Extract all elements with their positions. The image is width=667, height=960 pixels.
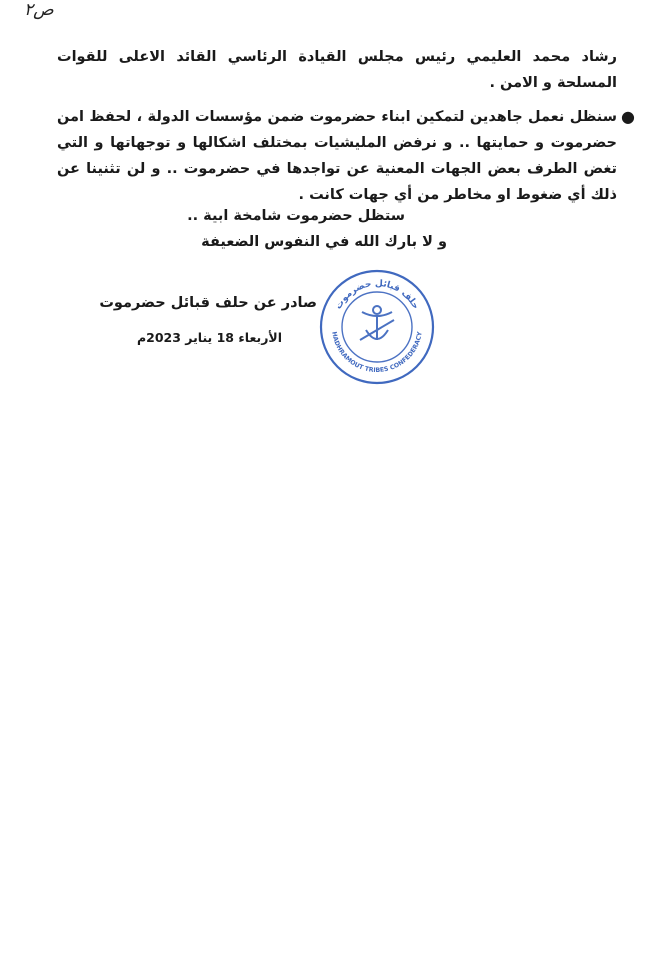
bullet-paragraph — [57, 104, 635, 208]
stamp-english-text: HADHRAMOUT TRIBES CONFEDERACY — [330, 331, 424, 375]
bullet-icon: ● — [621, 107, 635, 126]
issuer-line: صادر عن حلف قبائل حضرموت — [99, 295, 317, 311]
date-line: الأربعاء 18 يناير 2023م — [136, 330, 282, 345]
bullet-paragraph-text: سنظل نعمل جاهدين لتمكين ابناء حضرموت ضمن مؤسسات الدولة ، لحفظ امن حضرموت و حمايتها .. و نرفض المليشيات بمختلف اشكالها و توجهاتها و التي تغض الطرف بعض الجهات المعنية عن تواجدها في حضرموت .. و لن تثنينا عن ذلك أي ضغوط او مخاطر من أي جهات كانت . — [57, 109, 617, 203]
closing-line-2: و لا بارك الله في النفوس الضعيفة — [201, 234, 447, 250]
stamp-arabic-text: حلف قبائل حضرموت — [333, 278, 421, 312]
stamp-emblem-icon — [360, 306, 394, 340]
page-number: ص٢ — [24, 0, 54, 20]
intro-paragraph: رشاد محمد العليمي رئيس مجلس القيادة الرئاسي القائد الاعلى للقوات المسلحة و الامن . — [57, 49, 617, 91]
closing-line-1: ستظل حضرموت شامخة ابية .. — [187, 208, 405, 224]
confederacy-stamp — [318, 268, 436, 386]
